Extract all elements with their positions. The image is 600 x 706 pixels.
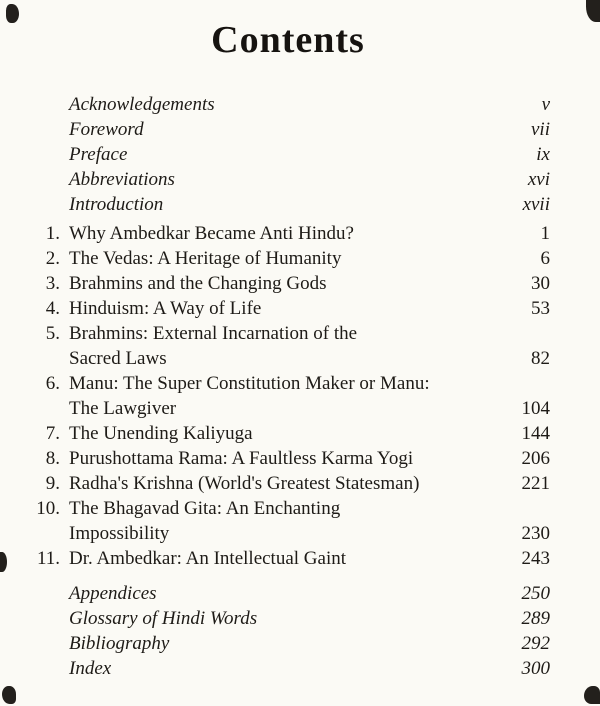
entry-number: 3.: [45, 273, 60, 294]
entry-title: [60, 321, 506, 371]
entry-page-number: 289: [521, 608, 550, 629]
scan-artifact-left-edge: [0, 552, 7, 572]
entry-page-number: 250: [521, 583, 550, 604]
entry-title-line: Manu: The Super Constitution Maker or Manu:: [69, 373, 430, 394]
chapter-entry: [26, 321, 550, 371]
entry-title-line: Bibliography: [69, 633, 170, 654]
entry-title: [60, 167, 506, 192]
entry-title-line: Acknowledgements: [69, 94, 215, 115]
entry-title-line: Preface: [69, 144, 128, 165]
front-matter-entry: [26, 192, 550, 217]
entry-number: 5.: [45, 323, 60, 344]
entry-title: [60, 496, 506, 546]
entry-title: [60, 271, 506, 296]
entry-page-number: 206: [521, 448, 550, 469]
entry-title-line: Introduction: [69, 194, 164, 215]
chapter-entry: [26, 221, 550, 246]
entry-title: [60, 92, 506, 117]
front-matter-entry: [26, 92, 550, 117]
entry-page-number: 82: [531, 348, 550, 369]
entry-number: 1.: [45, 223, 60, 244]
scan-artifact-bottom-left: [2, 686, 16, 704]
entry-page-number: 300: [521, 658, 550, 679]
entry-title-line: Brahmins and the Changing Gods: [69, 273, 327, 294]
entry-title: [60, 221, 506, 246]
entry-page-number: 292: [521, 633, 550, 654]
entry-title: [60, 471, 506, 496]
back-matter-entry: [26, 606, 550, 631]
front-matter-section: [26, 92, 550, 217]
entry-page-number: 1: [540, 223, 550, 244]
entry-number: 4.: [45, 298, 60, 319]
entry-page-number: 53: [531, 298, 550, 319]
entry-title-line: Brahmins: External Incarnation of the: [69, 323, 358, 344]
chapter-entry: [26, 371, 550, 421]
entry-number: 7.: [45, 423, 60, 444]
entry-title-line: The Lawgiver: [69, 398, 177, 419]
chapter-entry: [26, 296, 550, 321]
entry-page-number: 221: [521, 473, 550, 494]
back-matter-section: [26, 581, 550, 681]
front-matter-entry: [26, 117, 550, 142]
front-matter-entry: [26, 142, 550, 167]
entry-title: [60, 446, 506, 471]
entry-title: [60, 296, 506, 321]
entry-title-line: Radha's Krishna (World's Greatest Statesman): [69, 473, 420, 494]
entry-title-line: Why Ambedkar Became Anti Hindu?: [69, 223, 354, 244]
entry-title-line: Impossibility: [69, 523, 170, 544]
entry-number: 10.: [36, 498, 60, 519]
entry-page-number: 243: [521, 548, 550, 569]
entry-title: [60, 246, 506, 271]
entry-page-number: 144: [521, 423, 550, 444]
entry-title-line: Glossary of Hindi Words: [69, 608, 258, 629]
entry-title-line: The Bhagavad Gita: An Enchanting: [69, 498, 341, 519]
entry-number: 9.: [45, 473, 60, 494]
chapter-entry: [26, 471, 550, 496]
page-title: Contents: [211, 19, 365, 61]
entry-title-line: The Unending Kaliyuga: [69, 423, 253, 444]
chapter-entry: [26, 546, 550, 571]
entry-title: [60, 192, 506, 217]
entry-title: [60, 606, 506, 631]
entry-title: [60, 631, 506, 656]
entry-page-number: 230: [521, 523, 550, 544]
chapters-section: [26, 221, 550, 571]
entry-page-number: vii: [531, 119, 550, 140]
back-matter-entry: [26, 581, 550, 606]
entry-page-number: 104: [521, 398, 550, 419]
entry-title-line: Index: [69, 658, 112, 679]
entry-title-line: Hinduism: A Way of Life: [69, 298, 262, 319]
entry-page-number: v: [541, 94, 550, 115]
entry-title-line: Appendices: [69, 583, 157, 604]
scan-artifact-top-left: [6, 4, 19, 23]
entry-number: 6.: [45, 373, 60, 394]
entry-page-number: 6: [540, 248, 550, 269]
back-matter-entry: [26, 656, 550, 681]
chapter-entry: [26, 446, 550, 471]
entry-page-number: 30: [531, 273, 550, 294]
entry-title-line: Purushottama Rama: A Faultless Karma Yogi: [69, 448, 414, 469]
entry-title-line: The Vedas: A Heritage of Humanity: [69, 248, 342, 269]
scan-artifact-bottom-right: [584, 686, 600, 704]
entry-title-line: Abbreviations: [69, 169, 175, 190]
chapter-entry: [26, 246, 550, 271]
back-matter-entry: [26, 631, 550, 656]
entry-page-number: xvii: [522, 194, 550, 215]
table-of-contents: [26, 92, 550, 681]
entry-number: 8.: [45, 448, 60, 469]
entry-title: [60, 142, 506, 167]
front-matter-entry: [26, 167, 550, 192]
entry-number: 11.: [36, 548, 60, 569]
entry-title: [60, 421, 506, 446]
entry-title-line: Foreword: [69, 119, 144, 140]
entry-title: [60, 546, 506, 571]
entry-page-number: ix: [536, 144, 550, 165]
entry-title: [60, 581, 506, 606]
entry-title: [60, 117, 506, 142]
entry-number: 2.: [45, 248, 60, 269]
entry-title: [60, 656, 506, 681]
scan-artifact-top-right: [586, 0, 600, 22]
entry-title-line: Sacred Laws: [69, 348, 167, 369]
entry-title-line: Dr. Ambedkar: An Intellectual Gaint: [69, 548, 347, 569]
chapter-entry: [26, 496, 550, 546]
chapter-entry: [26, 421, 550, 446]
entry-page-number: xvi: [527, 169, 550, 190]
entry-title: [60, 371, 506, 421]
chapter-entry: [26, 271, 550, 296]
